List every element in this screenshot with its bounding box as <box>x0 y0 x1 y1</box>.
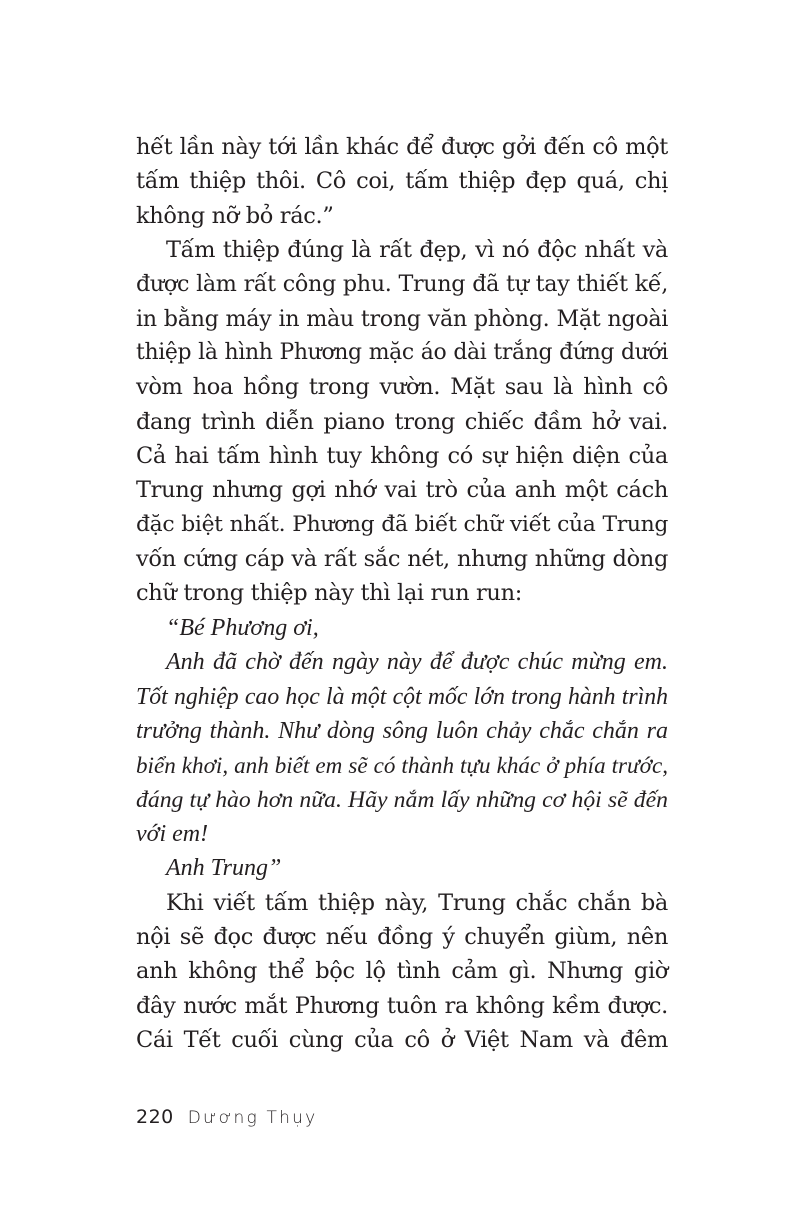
letter-text-line: với em! <box>136 820 209 847</box>
text-line: đang trình diễn piano trong chiếc đầm hở vai. <box>136 408 668 435</box>
letter-text-line: “Bé Phương ơi, <box>166 614 319 641</box>
text-line: chữ trong thiệp này thì lại run run: <box>136 580 522 607</box>
text-line: Trung nhưng gợi nhớ vai trò của anh một cách <box>136 477 668 504</box>
page-number: 220 <box>136 1106 174 1128</box>
letter-text-line: Anh đã chờ đến ngày này để được chúc mừng em. <box>166 649 668 676</box>
text-line: thiệp là hình Phương mặc áo dài trắng đứng dưới <box>136 340 668 366</box>
text-line: được làm rất công phu. Trung đã tự tay thiết kế, <box>136 271 668 298</box>
text-line: đây nước mắt Phương tuôn ra không kềm được. <box>136 992 668 1019</box>
text-line: hết lần này tới lần khác để được gởi đến cô một <box>136 134 668 160</box>
page-footer <box>136 1106 317 1128</box>
letter-text-line: Tốt nghiệp cao học là một cột mốc lớn trong hành trình <box>136 683 668 710</box>
letter-text-line: Anh Trung” <box>166 855 282 882</box>
author-running-head: Dương Thụy <box>187 1108 318 1128</box>
text-line: Cả hai tấm hình tuy không có sự hiện diện của <box>136 443 668 470</box>
letter-text-line: biển khơi, anh biết em sẽ có thành tựu khác ở phía trước, <box>136 752 668 779</box>
text-line: in bằng máy in màu trong văn phòng. Mặt ngoài <box>136 305 668 332</box>
letter-text-line: trưởng thành. Như dòng sông luôn chảy chắc chắn ra <box>136 717 668 744</box>
letter-text-line: đáng tự hào hơn nữa. Hãy nắm lấy những cơ hội sẽ đến <box>136 786 668 813</box>
text-line: đặc biệt nhất. Phương đã biết chữ viết của Trung <box>136 511 668 537</box>
text-line: Tấm thiệp đúng là rất đẹp, vì nó độc nhất và <box>166 237 668 264</box>
text-line: tấm thiệp thôi. Cô coi, tấm thiệp đẹp quá, chị <box>136 168 668 195</box>
text-line: Khi viết tấm thiệp này, Trung chắc chắn bà <box>166 889 668 916</box>
text-line: nội sẽ đọc được nếu đồng ý chuyển giùm, nên <box>136 923 668 950</box>
body-text <box>136 130 668 1057</box>
text-line: anh không thể bộc lộ tình cảm gì. Nhưng giờ <box>136 958 668 985</box>
text-line: vốn cứng cáp và rất sắc nét, nhưng những dòng <box>136 546 668 573</box>
text-line: Cái Tết cuối cùng của cô ở Việt Nam và đêm <box>136 1026 668 1053</box>
text-line: không nỡ bỏ rác.” <box>136 202 334 229</box>
text-line: vòm hoa hồng trong vườn. Mặt sau là hình cô <box>136 374 668 401</box>
